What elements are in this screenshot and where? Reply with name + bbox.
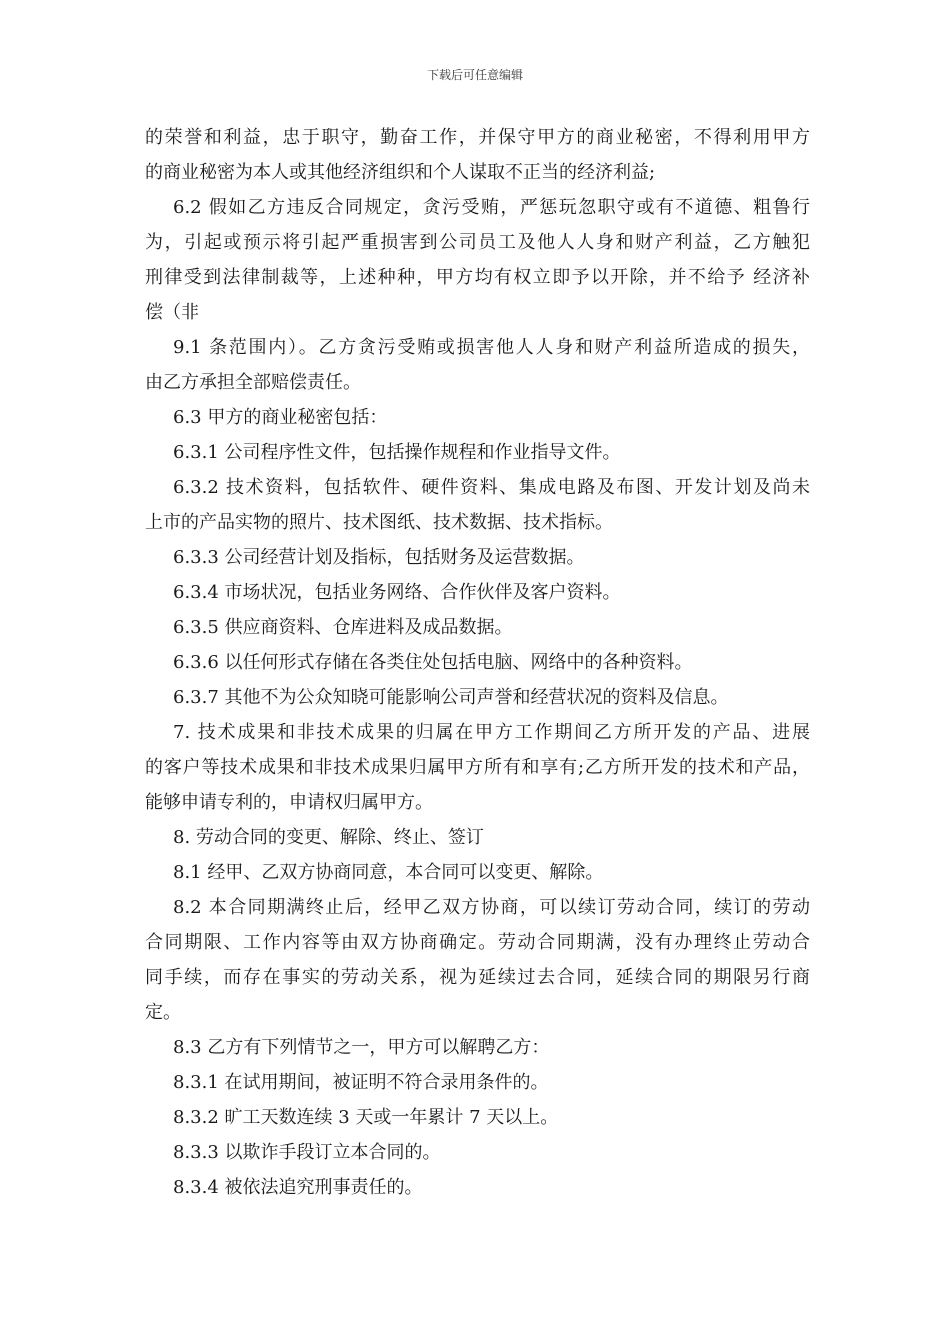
- text-line: 6.3.5 供应商资料、仓库进料及成品数据。: [173, 617, 513, 638]
- text-line: 的客户等技术成果和非技术成果归属甲方所有和享有;乙方所开发的技术和产品，: [145, 757, 810, 778]
- text-line: 6.3.2 技术资料，包括软件、硬件资料、集成电路及布图、开发计划及尚未: [173, 477, 810, 498]
- text-line: 9.1 条范围内）。乙方贪污受贿或损害他人人身和财产利益所造成的损失，: [173, 337, 810, 358]
- text-line: 的荣誉和利益，忠于职守，勤奋工作，并保守甲方的商业秘密，不得利用甲方: [145, 127, 810, 148]
- text-line: 6.3 甲方的商业秘密包括：: [173, 407, 388, 428]
- page-header: 下载后可任意编辑: [426, 68, 523, 82]
- text-line: 上市的产品实物的照片、技术图纸、技术数据、技术指标。: [145, 512, 613, 533]
- text-line: 刑律受到法律制裁等，上述种种，甲方均有权立即予以开除，并不给予 经济补: [145, 267, 810, 288]
- document-body: [145, 120, 810, 1205]
- text-line: 6.3.7 其他不为公众知晓可能影响公司声誉和经营状况的资料及信息。: [173, 687, 729, 708]
- text-line: 为，引起或预示将引起严重损害到公司员工及他人人身和财产利益，乙方触犯: [145, 232, 810, 253]
- text-line: 合同期限、工作内容等由双方协商确定。劳动合同期满，没有办理终止劳动合: [145, 932, 810, 953]
- text-line: 8.2 本合同期满终止后，经甲乙双方协商，可以续订劳动合同，续订的劳动: [173, 897, 810, 918]
- text-line: 6.3.4 市场状况，包括业务网络、合作伙伴及客户资料。: [173, 582, 621, 603]
- text-line: 6.3.3 公司经营计划及指标，包括财务及运营数据。: [173, 547, 585, 568]
- text-line: 8.3 乙方有下列情节之一，甲方可以解聘乙方：: [173, 1037, 550, 1058]
- text-line: 7. 技术成果和非技术成果的归属在甲方工作期间乙方所开发的产品、进展: [173, 722, 810, 743]
- text-line: 6.3.6 以任何形式存储在各类住处包括电脑、网络中的各种资料。: [173, 652, 693, 673]
- text-line: 定。: [145, 1002, 181, 1023]
- text-line: 的商业秘密为本人或其他经济组织和个人谋取不正当的经济利益;: [145, 162, 656, 183]
- text-line: 8.1 经甲、乙双方协商同意，本合同可以变更、解除。: [173, 862, 604, 883]
- text-line: 由乙方承担全部赔偿责任。: [145, 372, 361, 393]
- text-line: 8.3.4 被依法追究刑事责任的。: [173, 1177, 423, 1198]
- text-line: 8.3.1 在试用期间，被证明不符合录用条件的。: [173, 1072, 549, 1093]
- text-line: 8.3.2 旷工天数连续 3 天或一年累计 7 天以上。: [173, 1107, 559, 1128]
- text-line: 同手续，而存在事实的劳动关系，视为延续过去合同，延续合同的期限另行商: [145, 967, 810, 988]
- text-line: 能够申请专利的，申请权归属甲方。: [145, 792, 433, 813]
- text-line: 8. 劳动合同的变更、解除、终止、签订: [173, 827, 484, 848]
- text-line: 6.3.1 公司程序性文件，包括操作规程和作业指导文件。: [173, 442, 621, 463]
- text-line: 偿（非: [145, 302, 199, 323]
- text-line: 8.3.3 以欺诈手段订立本合同的。: [173, 1142, 441, 1163]
- text-line: 6.2 假如乙方违反合同规定，贪污受贿，严惩玩忽职守或有不道德、粗鲁行: [173, 197, 810, 218]
